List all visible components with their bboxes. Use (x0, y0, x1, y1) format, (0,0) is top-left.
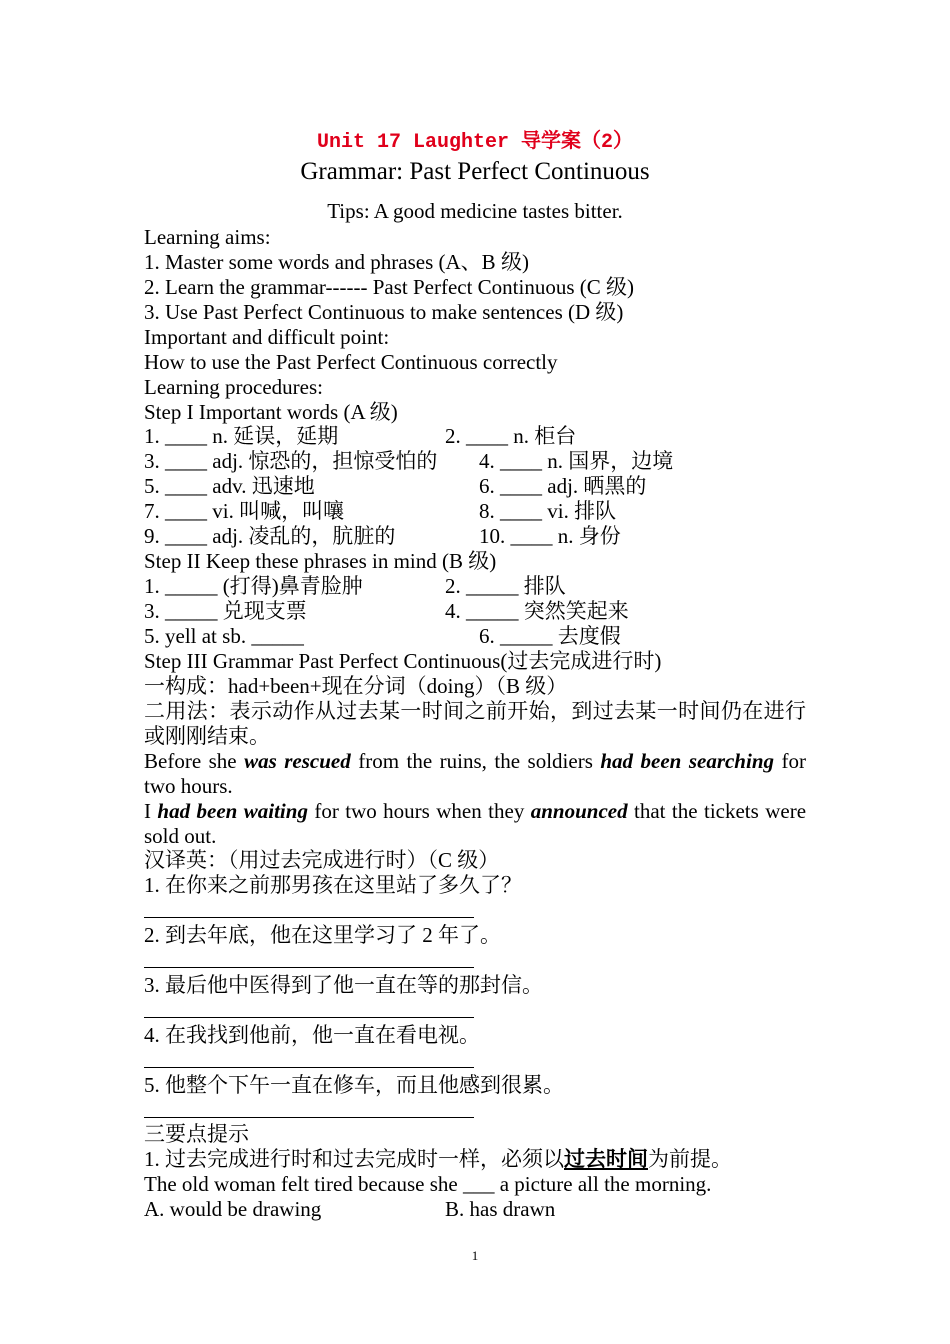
step1-heading: Step I Important words (A 级) (144, 400, 398, 424)
document-title: Unit 17 Laughter 导学案（2） (316, 131, 634, 154)
key-point-text: How to use the Past Perfect Continuous correctly (144, 350, 558, 374)
exercise-question: The old woman felt tired because she ___ a picture all the morning. (144, 1172, 712, 1196)
example-text: for two hours when they (307, 799, 531, 823)
grammar-form: 一构成：had+been+现在分词（doing）（B 级） (144, 674, 568, 698)
word-item: 4. ____ n. 国界，边境 (479, 449, 674, 473)
aim-item: 1. Master some words and phrases (A、B 级) (144, 250, 529, 274)
answer-line[interactable] (144, 917, 474, 918)
tips-heading: 三要点提示 (144, 1122, 249, 1146)
key-point-heading: Important and difficult point: (144, 325, 390, 349)
procedures-heading: Learning procedures: (144, 375, 324, 399)
example-text: I (144, 799, 158, 823)
phrase-item: 5. yell at sb. _____ (144, 624, 304, 648)
answer-line[interactable] (144, 967, 474, 968)
word-item: 7. ____ vi. 叫喊，叫嚷 (144, 499, 345, 523)
step2-heading: Step II Keep these phrases in mind (B 级) (144, 549, 497, 573)
word-item: 1. ____ n. 延误，延期 (144, 424, 339, 448)
option-b: B. has drawn (445, 1197, 556, 1221)
word-item: 6. ____ adj. 晒黑的 (479, 474, 647, 498)
example-verb: was rescued (244, 749, 351, 773)
word-item: 5. ____ adv. 迅速地 (144, 474, 315, 498)
example-sentence-1 (144, 749, 806, 799)
example-text: Before she (144, 749, 245, 773)
example-sentence-2 (144, 799, 806, 849)
translate-item: 4. 在我找到他前，他一直在看电视。 (144, 1023, 480, 1047)
phrase-item: 4. _____ 突然笑起来 (445, 599, 629, 623)
tips-line: Tips: A good medicine tastes bitter. (327, 199, 623, 223)
translate-item: 2. 到去年底，他在这里学习了 2 年了。 (144, 923, 501, 947)
translate-heading: 汉译英：（用过去完成进行时）（C 级） (144, 848, 500, 872)
aim-item: 3. Use Past Perfect Continuous to make sentences (D 级) (144, 300, 624, 324)
example-verb: had been waiting (157, 799, 308, 823)
tip-text: 为前提。 (648, 1147, 732, 1171)
tip-emphasis: 过去时间 (564, 1147, 648, 1171)
tip-point-1 (144, 1147, 732, 1172)
answer-line[interactable] (144, 1067, 474, 1068)
aim-item: 2. Learn the grammar------ Past Perfect Continuous (C 级) (144, 275, 635, 299)
example-verb: announced (530, 799, 628, 823)
example-text: for two hours. (144, 749, 806, 798)
example-text: that the tickets were sold out. (144, 799, 807, 848)
aims-heading: Learning aims: (144, 225, 271, 249)
translate-item: 5. 他整个下午一直在修车，而且他感到很累。 (144, 1073, 564, 1097)
phrase-item: 3. _____ 兑现支票 (144, 599, 307, 623)
step3-heading: Step III Grammar Past Perfect Continuous(过去完成进行时) (144, 649, 662, 673)
translate-item: 3. 最后他中医得到了他一直在等的那封信。 (144, 973, 543, 997)
grammar-usage: 二用法：表示动作从过去某一时间之前开始，到过去某一时间仍在进行或刚刚结束。 (144, 699, 806, 748)
page-number: 1 (471, 1248, 479, 1263)
option-a: A. would be drawing (144, 1197, 322, 1221)
word-item: 9. ____ adj. 凌乱的，肮脏的 (144, 524, 396, 548)
word-item: 2. ____ n. 柜台 (445, 424, 577, 448)
answer-line[interactable] (144, 1017, 474, 1018)
translate-item: 1. 在你来之前那男孩在这里站了多久了？ (144, 873, 522, 897)
word-item: 3. ____ adj. 惊恐的，担惊受怕的 (144, 449, 438, 473)
example-text: from the ruins, the soldiers (350, 749, 601, 773)
word-item: 8. ____ vi. 排队 (479, 499, 617, 523)
phrase-item: 6. _____ 去度假 (479, 624, 621, 648)
document-subtitle: Grammar: Past Perfect Continuous (300, 158, 650, 185)
example-verb: had been searching (600, 749, 775, 773)
tip-text: 1. 过去完成进行时和过去完成时一样，必须以 (144, 1147, 564, 1171)
phrase-item: 1. _____ (打得)鼻青脸肿 (144, 574, 363, 598)
phrase-item: 2. _____ 排队 (445, 574, 566, 598)
word-item: 10. ____ n. 身份 (479, 524, 621, 548)
answer-line[interactable] (144, 1117, 474, 1118)
